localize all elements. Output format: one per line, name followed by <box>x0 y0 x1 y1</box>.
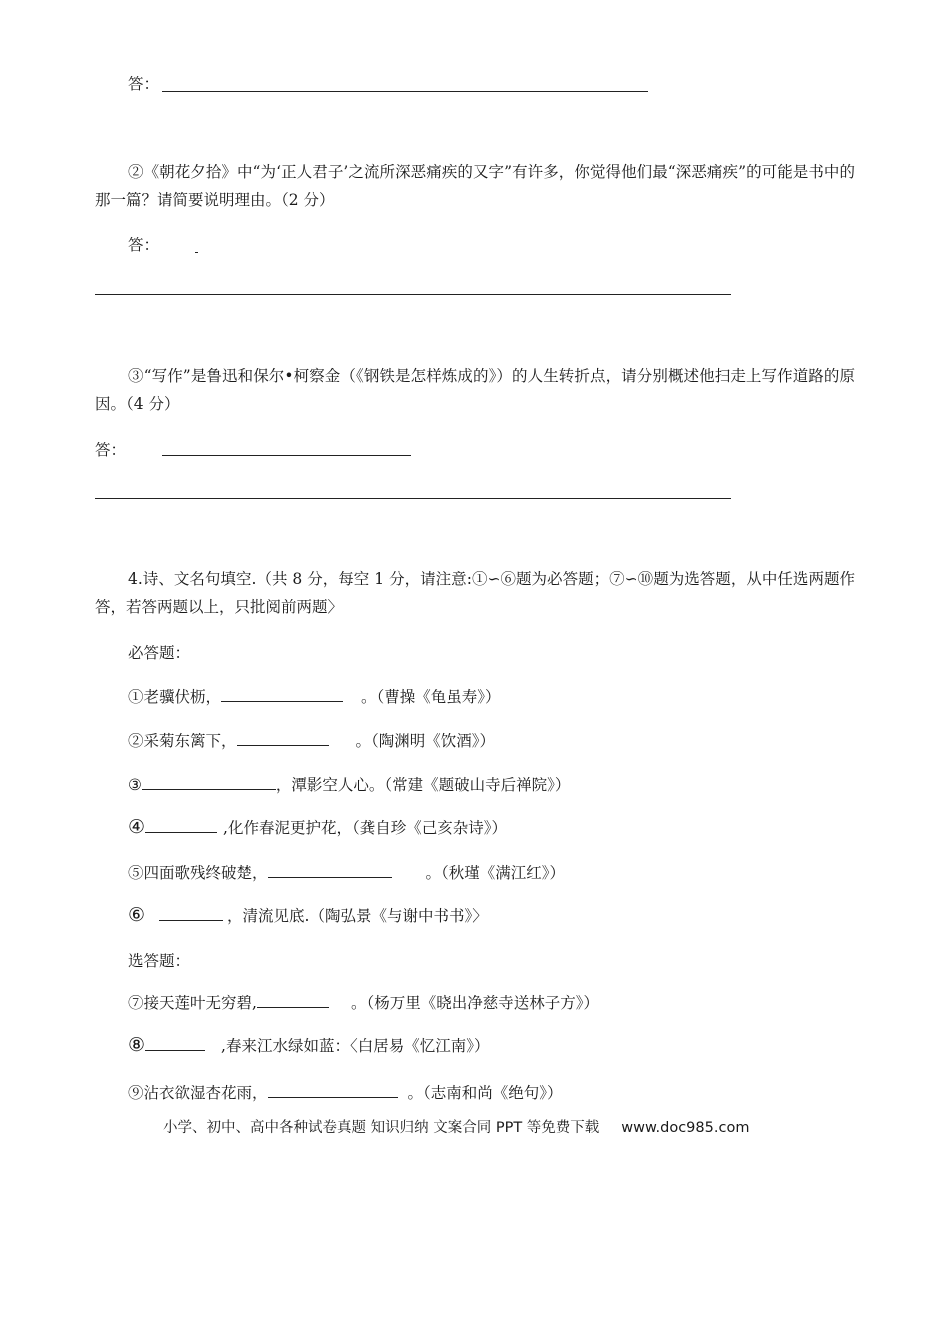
answer-label-1: 答： <box>128 75 160 93</box>
item-3-prefix: ③ <box>128 776 142 794</box>
fill-item-5 <box>128 861 565 883</box>
item-6-blank[interactable] <box>159 904 223 921</box>
fill-item-3 <box>128 773 570 795</box>
item-6-number: ⑥ <box>128 904 146 926</box>
item-8-number: ⑧ <box>128 1034 146 1056</box>
answer-line-3b[interactable] <box>95 498 731 499</box>
item-7-suffix: 。（杨万里《晓出净慈寺送林子方》） <box>350 994 599 1012</box>
item-4-blank[interactable] <box>145 816 217 833</box>
answer-label-2: 答： <box>128 236 160 254</box>
item-8-suffix: ,春来江水绿如蓝：〈白居易《忆江南》） <box>221 1037 490 1055</box>
question-4-intro: 4.诗、文名句填空.（共 8 分，每空 1 分，请注意:①∽⑥题为必答题；⑦∽⑩题为选答题，从中任选两题作答，若答两题以上，只批阅前两题〉 <box>95 570 855 616</box>
item-9-prefix: ⑨沾衣欲湿杏花雨， <box>128 1084 268 1102</box>
fill-item-6 <box>128 904 488 926</box>
fill-item-1 <box>128 685 501 707</box>
required-label: 必答题： <box>128 644 191 662</box>
item-4-suffix: ,化作春泥更护花，（龚自珍《己亥杂诗》） <box>223 819 507 837</box>
fill-item-2 <box>128 729 495 751</box>
item-3-blank[interactable] <box>142 773 276 790</box>
fill-item-7 <box>128 991 599 1013</box>
fill-item-9 <box>128 1081 563 1103</box>
question-part-2: ②《朝花夕拾》中“为‘正人君子’之流所深恶痛疾的又字”有许多，你觉得他们最“深恶痛疾”的可能是书中的那一篇？请简要说明理由。（2 分） <box>95 163 855 209</box>
item-5-prefix: ⑤四面歌残终破楚， <box>128 864 268 882</box>
item-1-blank[interactable] <box>221 685 343 702</box>
item-1-prefix: ①老骥伏枥， <box>128 688 222 706</box>
answer-line-1[interactable] <box>162 91 648 92</box>
item-3-suffix: ，潭影空人心。（常建《题破山寺后禅院》） <box>275 776 571 794</box>
item-2-blank[interactable] <box>237 729 329 746</box>
item-1-suffix: 。（曹操《龟虽寿》） <box>361 688 501 706</box>
item-5-blank[interactable] <box>268 861 392 878</box>
item-5-suffix: 。（秋瑾《满江红》） <box>425 864 566 882</box>
item-2-prefix: ②采菊东篱下， <box>128 732 237 750</box>
answer-line-2[interactable] <box>95 294 731 295</box>
answer-tick-2 <box>195 252 198 253</box>
footer-url[interactable]: www.doc985.com <box>621 1120 750 1136</box>
item-8-blank[interactable] <box>145 1034 205 1051</box>
footer <box>163 1116 749 1137</box>
item-4-number: ④ <box>128 816 146 838</box>
item-9-suffix: 。（志南和尚《绝句》） <box>407 1084 563 1102</box>
fill-item-8 <box>128 1034 489 1056</box>
item-2-suffix: 。（陶渊明《饮酒》） <box>355 732 496 750</box>
item-7-prefix: ⑦接天莲叶无穷碧, <box>128 994 257 1012</box>
footer-text: 小学、初中、高中各种试卷真题 知识归纳 文案合同 PPT 等免费下载 <box>163 1120 600 1136</box>
fill-item-4 <box>128 816 507 838</box>
optional-label: 选答题： <box>128 952 191 970</box>
question-part-3: ③“写作”是鲁迅和保尔•柯察金（《钢铁是怎样炼成的》）的人生转折点，请分别概述他扫走上写作道路的原因。（4 分） <box>95 367 855 413</box>
answer-line-3a[interactable] <box>162 455 411 456</box>
answer-label-3: 答： <box>95 441 127 459</box>
item-6-suffix: ，清流见底.（陶弘景《与谢中书书》〉 <box>227 907 488 925</box>
item-9-blank[interactable] <box>268 1081 398 1098</box>
item-7-blank[interactable] <box>257 991 329 1008</box>
